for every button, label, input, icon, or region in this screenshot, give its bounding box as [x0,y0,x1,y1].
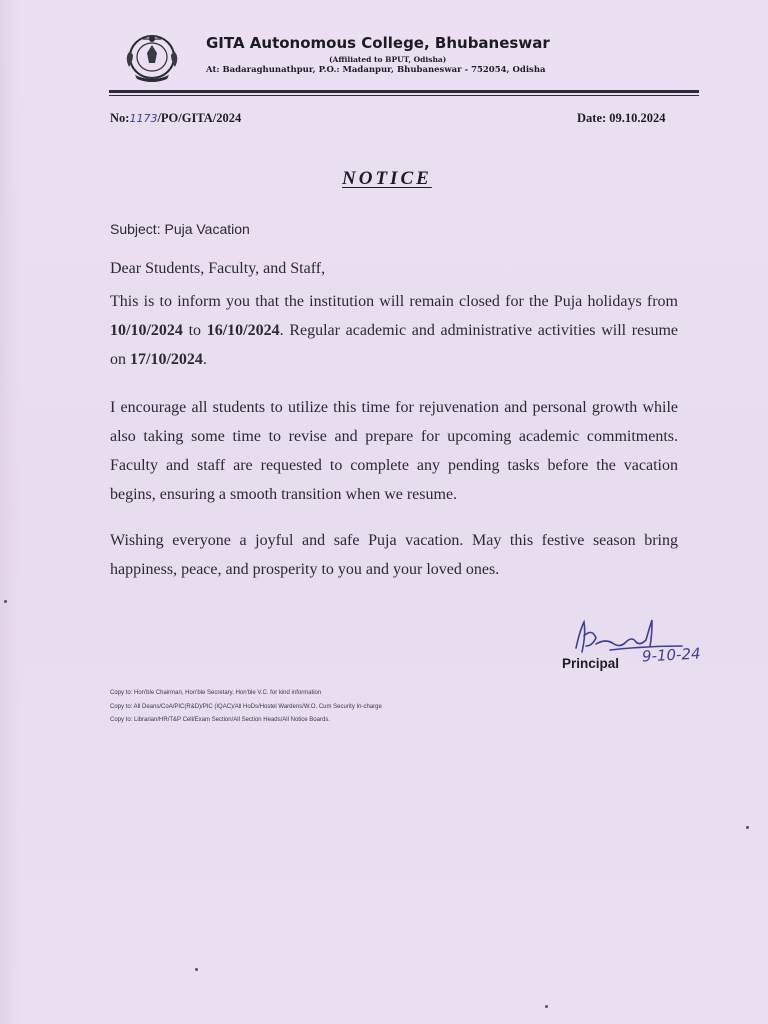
scan-speck [195,968,198,971]
reference-label: No: [110,111,130,125]
scan-edge-shadow [0,0,20,1024]
signature-date: 9-10-24 [641,644,701,666]
paragraph1-text-3: . Regular academic and administrative activities will resume on [110,322,679,368]
signatory-title: Principal [562,656,620,671]
start-date: 10/10/2024 [110,322,183,339]
paragraph-wishes: Wishing everyone a joyful and safe Puja vacation. May this festive season bring happiness, peace, and prosperity to you and your loved ones. [110,532,678,578]
college-address: At: Badaraghunathpur, P.O.: Madanpur, Bhubaneswar - 752054, Odisha [206,65,546,75]
paragraph-encouragement: I encourage all students to utilize this time for rejuvenation and personal growth while also taking some time to revise and prepare for upcoming academic commitments. Faculty and staff are requested to complete any pending tasks before the vacation begins, ensuring a smooth transition when we resume. [110,399,678,503]
scan-speck [545,1005,548,1008]
college-name: GITA Autonomous College, Bhubaneswar [206,34,550,52]
notice-subject: Subject: Puja Vacation [110,221,250,237]
handwritten-number: 1173 [129,112,158,125]
reference-number [110,111,241,126]
end-date: 16/10/2024 [206,322,280,339]
notice-title: NOTICE [342,168,432,189]
affiliation-line: (Affiliated to BPUT, Odisha) [329,55,447,64]
letterhead-rule-thick [109,90,699,93]
copy-to-line: Copy to: All Deans/CoA/PIC(R&D)/PIC (IQAC)/All HoDs/Hostel Wardens/W.O. Cum Security In-charge [110,704,382,710]
scan-speck [746,826,749,829]
copy-to-line: Copy to: Librarian/HR/T&P Cell/Exam Section/All Section Heads/All Notice Boards. [110,717,330,723]
paragraph1-text-2: to [182,322,207,339]
letterhead-rule-thin [109,95,699,96]
paragraph1-text-4: . [202,351,207,368]
college-emblem-icon [121,31,183,83]
salutation: Dear Students, Faculty, and Staff, [110,260,326,277]
resume-date: 17/10/2024 [130,351,203,368]
copy-to-line: Copy to: Hon'ble Chairman, Hon'ble Secretary, Hon'ble V.C. for kind information [110,690,322,696]
paragraph-closure-dates [110,287,678,374]
paragraph1-text-1: This is to inform you that the institution will remain closed for the Puja holidays from [110,293,678,310]
reference-suffix: /PO/GITA/2024 [157,111,242,125]
scan-speck [4,600,7,603]
notice-date: Date: 09.10.2024 [577,111,666,125]
